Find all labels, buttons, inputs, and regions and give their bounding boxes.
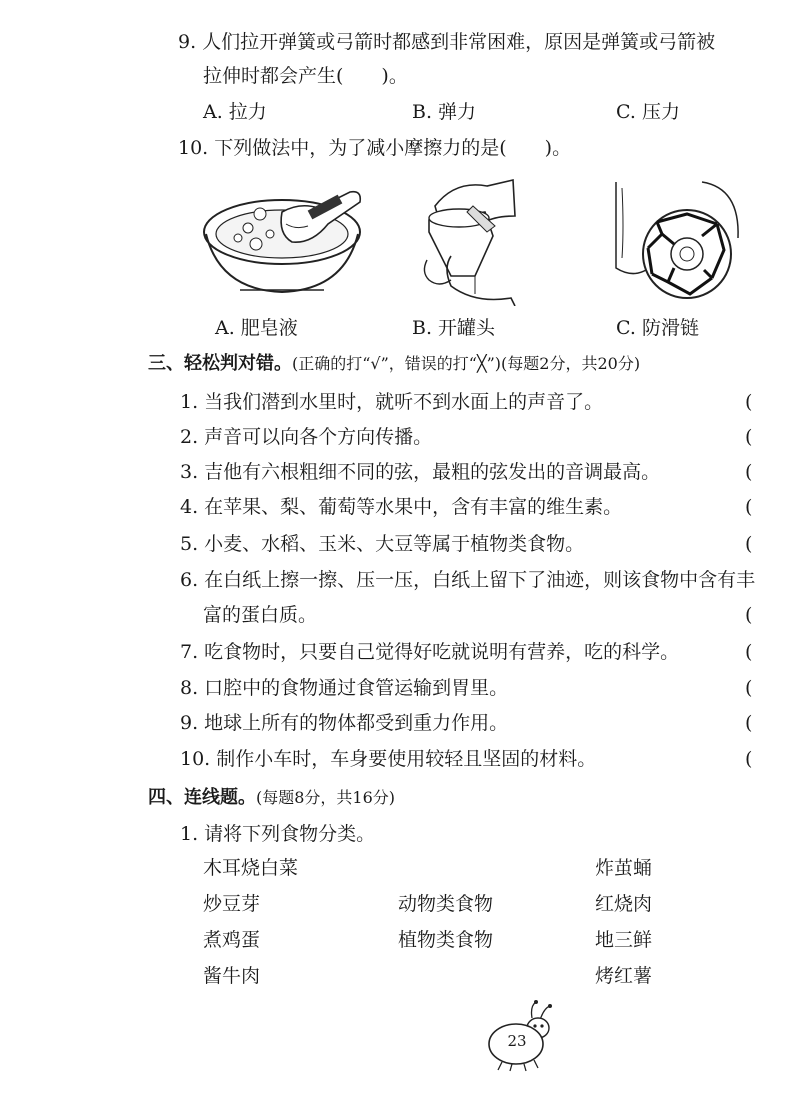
answer-paren-5[interactable]: ( — [745, 533, 753, 555]
judge-item-1: 1. 当我们潜到水里时，就听不到水面上的声音了。 — [180, 391, 604, 413]
snow-chain-tire-image — [612, 178, 742, 303]
soap-basin-image — [200, 172, 370, 302]
category-animal[interactable]: 动物类食物 — [398, 893, 494, 915]
judge-item-10: 10. 制作小车时，车身要使用较轻且坚固的材料。 — [180, 748, 597, 770]
section3-note: (正确的打“√”，错误的打“╳”)(每题2分，共20分) — [292, 354, 641, 373]
answer-paren-6[interactable]: ( — [745, 604, 753, 626]
judge-item-3: 3. 吉他有六根粗细不同的弦，最粗的弦发出的音调最高。 — [180, 461, 661, 483]
q10-option-a: A. 肥皂液 — [215, 317, 298, 339]
q10-option-c: C. 防滑链 — [616, 317, 699, 339]
answer-paren-2[interactable]: ( — [745, 426, 753, 448]
judge-item-8: 8. 口腔中的食物通过食管运输到胃里。 — [180, 677, 509, 699]
answer-paren-1[interactable]: ( — [745, 391, 753, 413]
answer-paren-4[interactable]: ( — [745, 496, 753, 518]
food-right-3[interactable]: 地三鲜 — [595, 929, 653, 951]
food-right-1[interactable]: 炸茧蛹 — [595, 857, 653, 879]
food-left-1[interactable]: 木耳烧白菜 — [203, 857, 299, 879]
q10-text: 10. 下列做法中，为了减小摩擦力的是( )。 — [178, 137, 572, 159]
food-left-2[interactable]: 炒豆芽 — [203, 893, 261, 915]
answer-paren-10[interactable]: ( — [745, 748, 753, 770]
q9-option-b: B. 弹力 — [412, 101, 477, 123]
section4-title: 四、连线题。 — [148, 787, 256, 808]
answer-paren-9[interactable]: ( — [745, 712, 753, 734]
section4-heading — [148, 786, 395, 810]
judge-item-2: 2. 声音可以向各个方向传播。 — [180, 426, 433, 448]
can-opener-image — [415, 176, 520, 306]
judge-item-5: 5. 小麦、水稻、玉米、大豆等属于植物类食物。 — [180, 533, 585, 555]
answer-paren-8[interactable]: ( — [745, 677, 753, 699]
section4-q1: 1. 请将下列食物分类。 — [180, 823, 376, 845]
section3-heading — [148, 352, 640, 376]
food-right-4[interactable]: 烤红薯 — [595, 965, 653, 987]
judge-item-6-cont: 富的蛋白质。 — [203, 604, 318, 626]
page-number: 23 — [507, 1032, 527, 1050]
food-left-3[interactable]: 煮鸡蛋 — [203, 929, 261, 951]
judge-item-6: 6. 在白纸上擦一擦、压一压，白纸上留下了油迹，则该食物中含有丰 — [180, 569, 756, 591]
answer-paren-7[interactable]: ( — [745, 641, 753, 663]
food-right-2[interactable]: 红烧肉 — [595, 893, 653, 915]
q9-option-a: A. 拉力 — [203, 101, 267, 123]
q9-line1: 9. 人们拉开弹簧或弓箭时都感到非常困难，原因是弹簧或弓箭被 — [178, 31, 716, 53]
q10-option-b: B. 开罐头 — [412, 317, 496, 339]
section3-title: 三、轻松判对错。 — [148, 353, 292, 374]
category-plant[interactable]: 植物类食物 — [398, 929, 494, 951]
judge-item-7: 7. 吃食物时，只要自己觉得好吃就说明有营养，吃的科学。 — [180, 641, 680, 663]
judge-item-9: 9. 地球上所有的物体都受到重力作用。 — [180, 712, 509, 734]
q9-option-c: C. 压力 — [616, 101, 680, 123]
food-left-4[interactable]: 酱牛肉 — [203, 965, 261, 987]
answer-paren-3[interactable]: ( — [745, 461, 753, 483]
q9-line2: 拉伸时都会产生( )。 — [203, 65, 408, 87]
section4-note: (每题8分，共16分) — [256, 788, 396, 807]
judge-item-4: 4. 在苹果、梨、葡萄等水果中，含有丰富的维生素。 — [180, 496, 623, 518]
